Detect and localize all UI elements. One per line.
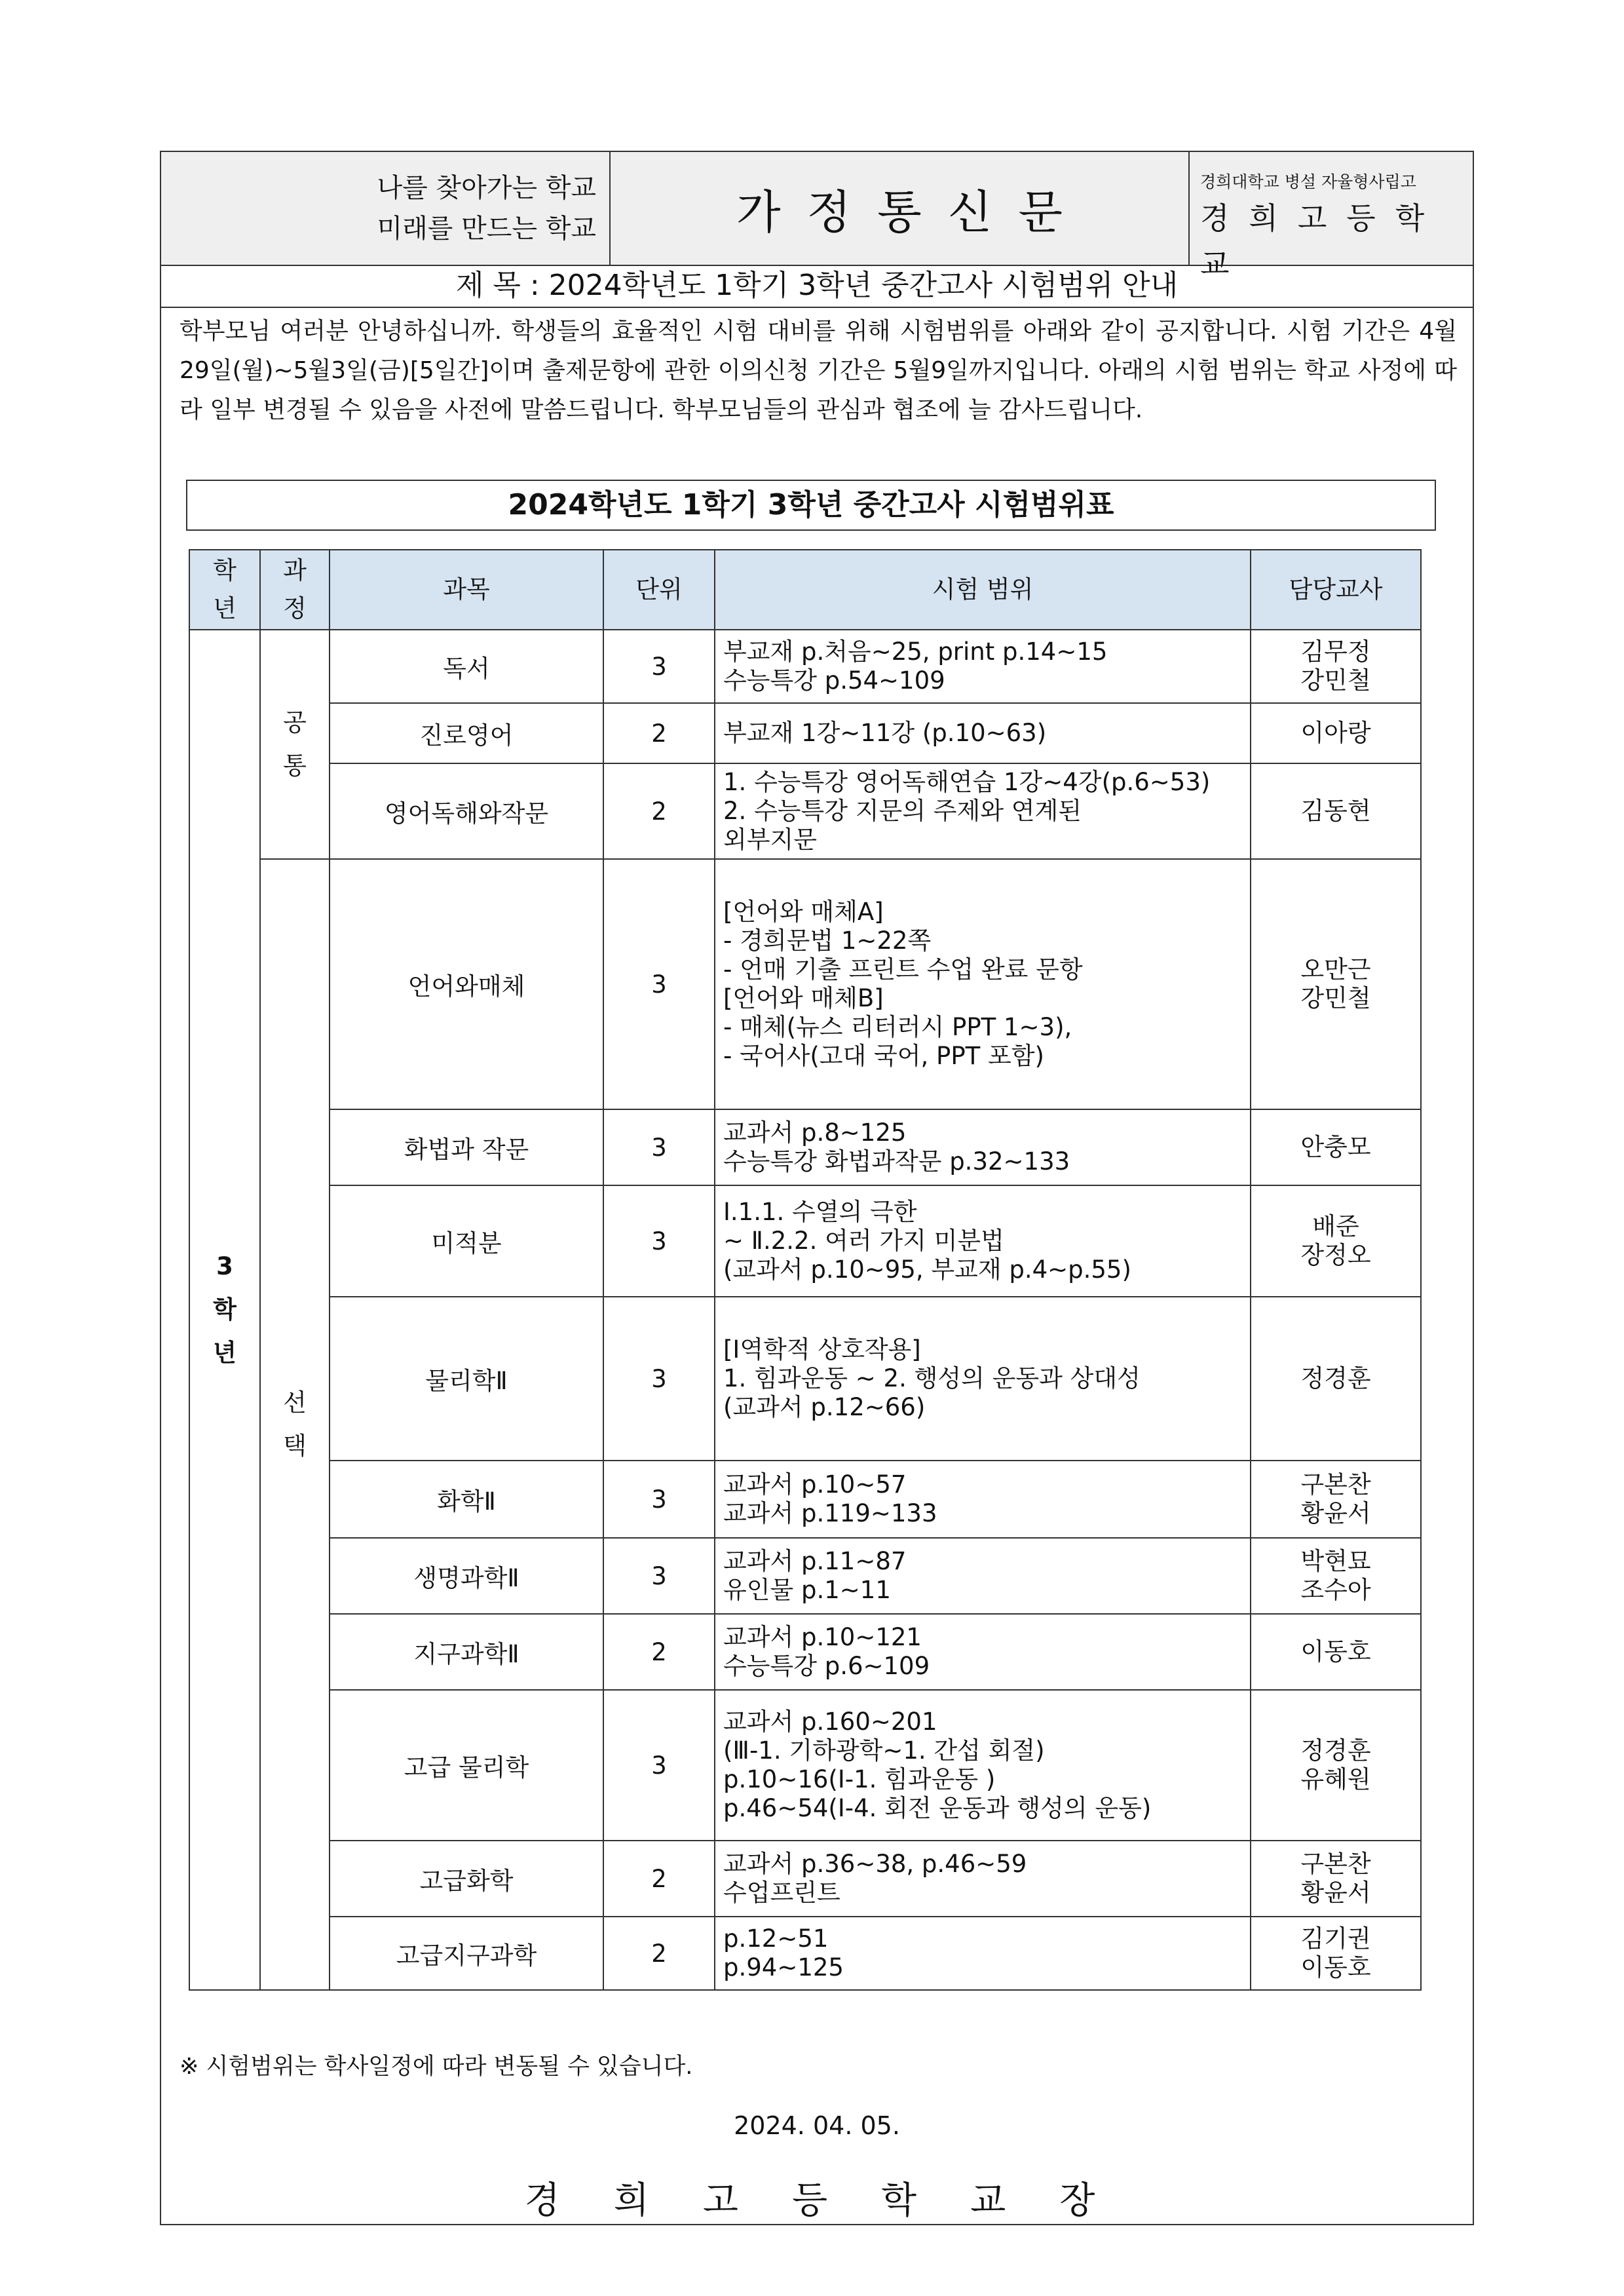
document-frame	[160, 151, 1474, 2225]
header-units: 단위	[603, 550, 715, 630]
units-cell: 3	[603, 1461, 715, 1538]
slogan-line-2: 미래를 만드는 학교	[377, 214, 596, 244]
teacher-name: 조수아	[1300, 1576, 1371, 1604]
table-row	[189, 1185, 1421, 1297]
range-line: 2. 수능특강 지문의 주제와 연계된	[723, 797, 1082, 825]
range-line: [언어와 매체B]	[723, 984, 884, 1012]
footnote: ※ 시험범위는 학사일정에 따라 변동될 수 있습니다.	[179, 2054, 693, 2080]
subject-cell: 생명과학Ⅱ	[330, 1538, 603, 1614]
header-subject: 과목	[330, 550, 603, 630]
subject-cell: 고급 물리학	[330, 1690, 603, 1841]
range-line: - 경희문법 1~22쪽	[723, 927, 932, 955]
units-cell: 2	[603, 1841, 715, 1917]
teacher-name: 구본찬	[1300, 1850, 1371, 1878]
intro-paragraph: 학부모님 여러분 안녕하십니까. 학생들의 효율적인 시험 대비를 위해 시험범위를 아래와 같이 공지합니다. 시험 기간은 4월29일(월)~5월3일(금)[5일간]이며 출제문항에 관한 이의신청 기간은 5월9일까지입니다. 아래의 시험 범위는 학교 사정에 따라 일부 변경될 수 있음을 사전에 말씀드립니다. 학부모님들의 관심과 협조에 늘 감사드립니다.	[179, 318, 1457, 423]
teacher-cell	[1251, 703, 1421, 763]
header-range: 시험 범위	[715, 550, 1251, 630]
table-header-row	[189, 550, 1421, 630]
teacher-name: 김무정	[1300, 638, 1371, 666]
teacher-cell	[1251, 1841, 1421, 1917]
teacher-name: 황윤서	[1300, 1879, 1371, 1907]
teacher-name: 오만근	[1300, 955, 1371, 984]
teacher-name: 이동호	[1300, 1953, 1371, 1981]
units-cell: 3	[603, 1297, 715, 1461]
exam-range-table	[189, 549, 1422, 1991]
teacher-name: 박현묘	[1300, 1547, 1371, 1575]
range-line: 부교재 1강~11강 (p.10~63)	[723, 719, 1047, 747]
table-row	[189, 1297, 1421, 1461]
teacher-name: 김기권	[1300, 1924, 1371, 1953]
units-cell: 2	[603, 1614, 715, 1690]
range-cell	[715, 1841, 1251, 1917]
school-slogan	[161, 152, 611, 265]
range-line: 교과서 p.36~38, p.46~59	[723, 1850, 1027, 1878]
range-line: 외부지문	[723, 826, 817, 854]
teacher-cell	[1251, 859, 1421, 1109]
teacher-name: 장정오	[1300, 1241, 1371, 1269]
school-name: 경희고등학교	[1200, 201, 1445, 282]
range-cell	[715, 630, 1251, 703]
range-line: p.10~16(Ⅰ-1. 힘과운동 )	[723, 1765, 996, 1793]
teacher-name: 강민철	[1300, 666, 1371, 695]
range-line: 1. 수능특강 영어독해연습 1강~4강(p.6~53)	[723, 768, 1211, 796]
range-line: 수업프린트	[723, 1879, 840, 1907]
range-cell	[715, 1690, 1251, 1841]
subject-cell: 화법과 작문	[330, 1109, 603, 1185]
header-track: 과 정	[260, 550, 330, 630]
range-line: [Ⅰ역학적 상호작용]	[723, 1335, 921, 1364]
track-common-cell: 공 통	[260, 630, 330, 859]
range-line: 수능특강 화법과작문 p.32~133	[723, 1147, 1070, 1176]
table-row	[189, 1538, 1421, 1614]
range-line: (Ⅲ-1. 기하광학~1. 간섭 회절)	[723, 1736, 1045, 1765]
teacher-cell	[1251, 1614, 1421, 1690]
teacher-name: 김동현	[1300, 797, 1371, 825]
teacher-cell	[1251, 1690, 1421, 1841]
range-line: 교과서 p.119~133	[723, 1499, 937, 1527]
table-row	[189, 763, 1421, 859]
range-line: Ⅰ.1.1. 수열의 극한	[723, 1198, 917, 1226]
teacher-cell	[1251, 1461, 1421, 1538]
teacher-cell	[1251, 1917, 1421, 1990]
teacher-name: 배준	[1312, 1212, 1359, 1240]
letter-subject: 제 목 : 2024학년도 1학기 3학년 중간고사 시험범위 안내	[161, 265, 1473, 308]
doc-type-title: 가정통신문	[611, 152, 1190, 265]
table-row	[189, 1614, 1421, 1690]
teacher-cell	[1251, 1109, 1421, 1185]
range-cell	[715, 1109, 1251, 1185]
teacher-cell	[1251, 1185, 1421, 1297]
school-info	[1190, 152, 1474, 282]
range-line: 유인물 p.1~11	[723, 1576, 891, 1604]
slogan-line-1: 나를 찾아가는 학교	[377, 173, 596, 203]
header-grade: 학 년	[189, 550, 260, 630]
teacher-name: 황윤서	[1300, 1499, 1371, 1527]
range-cell	[715, 763, 1251, 859]
units-cell: 2	[603, 1917, 715, 1990]
teacher-cell	[1251, 1538, 1421, 1614]
teacher-name: 정경훈	[1300, 1364, 1371, 1392]
teacher-cell	[1251, 630, 1421, 703]
range-line: p.94~125	[723, 1953, 844, 1981]
teacher-cell	[1251, 1297, 1421, 1461]
table-row	[189, 1109, 1421, 1185]
range-cell	[715, 1461, 1251, 1538]
units-cell: 2	[603, 703, 715, 763]
subject-cell: 미적분	[330, 1185, 603, 1297]
subject-cell: 독서	[330, 630, 603, 703]
table-row	[189, 1917, 1421, 1990]
range-line: 수능특강 p.6~109	[723, 1652, 930, 1680]
subject-cell: 진로영어	[330, 703, 603, 763]
table-row	[189, 1841, 1421, 1917]
range-line: 교과서 p.8~125	[723, 1119, 907, 1147]
units-cell: 3	[603, 1690, 715, 1841]
range-line: ~ Ⅱ.2.2. 여러 가지 미분법	[723, 1227, 1004, 1255]
range-cell	[715, 1297, 1251, 1461]
range-cell	[715, 1185, 1251, 1297]
table-row	[189, 630, 1421, 703]
teacher-name: 강민철	[1300, 984, 1371, 1012]
teacher-cell	[1251, 763, 1421, 859]
subject-cell: 물리학Ⅱ	[330, 1297, 603, 1461]
table-row	[189, 1690, 1421, 1841]
school-affiliation: 경희대학교 병설 자율형사립고	[1200, 172, 1416, 191]
range-cell	[715, 703, 1251, 763]
subject-cell: 지구과학Ⅱ	[330, 1614, 603, 1690]
units-cell: 3	[603, 1185, 715, 1297]
subject-cell: 고급화학	[330, 1841, 603, 1917]
units-cell: 3	[603, 1538, 715, 1614]
table-row	[189, 859, 1421, 1109]
subject-cell: 언어와매체	[330, 859, 603, 1109]
range-cell	[715, 1917, 1251, 1990]
range-line: 교과서 p.11~87	[723, 1547, 907, 1575]
teacher-name: 정경훈	[1300, 1736, 1371, 1765]
range-cell	[715, 859, 1251, 1109]
range-line: - 국어사(고대 국어, PPT 포함)	[723, 1042, 1044, 1070]
teacher-name: 구본찬	[1300, 1470, 1371, 1499]
table-row	[189, 703, 1421, 763]
issue-date: 2024. 04. 05.	[734, 2111, 900, 2140]
range-cell	[715, 1614, 1251, 1690]
teacher-name: 이동호	[1300, 1637, 1371, 1666]
range-line: p.12~51	[723, 1924, 829, 1953]
range-cell	[715, 1538, 1251, 1614]
subject-cell: 고급지구과학	[330, 1917, 603, 1990]
header-teacher: 담당교사	[1251, 550, 1421, 630]
teacher-name: 이아랑	[1300, 719, 1371, 747]
letter-header	[161, 152, 1473, 282]
table-row	[189, 1461, 1421, 1538]
range-line: (교과서 p.12~66)	[723, 1393, 926, 1421]
units-cell: 3	[603, 1109, 715, 1185]
range-line: 교과서 p.160~201	[723, 1708, 937, 1736]
range-line: - 매체(뉴스 리터러시 PPT 1~3),	[723, 1013, 1072, 1041]
teacher-name: 안충모	[1300, 1133, 1371, 1161]
units-cell: 3	[603, 630, 715, 703]
range-line: 교과서 p.10~121	[723, 1623, 922, 1651]
range-line: (교과서 p.10~95, 부교재 p.4~p.55)	[723, 1255, 1131, 1284]
range-line: 교과서 p.10~57	[723, 1470, 907, 1499]
range-line: 부교재 p.처음~25, print p.14~15	[723, 638, 1108, 666]
units-cell: 2	[603, 763, 715, 859]
range-line: p.46~54(Ⅰ-4. 회전 운동과 행성의 운동)	[723, 1794, 1152, 1822]
range-line: [언어와 매체A]	[723, 898, 884, 926]
units-cell: 3	[603, 859, 715, 1109]
subject-cell: 영어독해와작문	[330, 763, 603, 859]
range-line: 1. 힘과운동 ~ 2. 행성의 운동과 상대성	[723, 1364, 1141, 1392]
range-line: - 언매 기출 프린트 수업 완료 문항	[723, 955, 1083, 984]
teacher-name: 유혜원	[1300, 1765, 1371, 1793]
principal-signature: 경희고등학교장	[524, 2179, 1149, 2222]
subject-cell: 화학Ⅱ	[330, 1461, 603, 1538]
grade-cell: 3 학 년	[189, 630, 260, 1990]
track-elective-cell: 선 택	[260, 859, 330, 1990]
table-title: 2024학년도 1학기 3학년 중간고사 시험범위표	[186, 480, 1436, 531]
range-line: 수능특강 p.54~109	[723, 666, 945, 695]
